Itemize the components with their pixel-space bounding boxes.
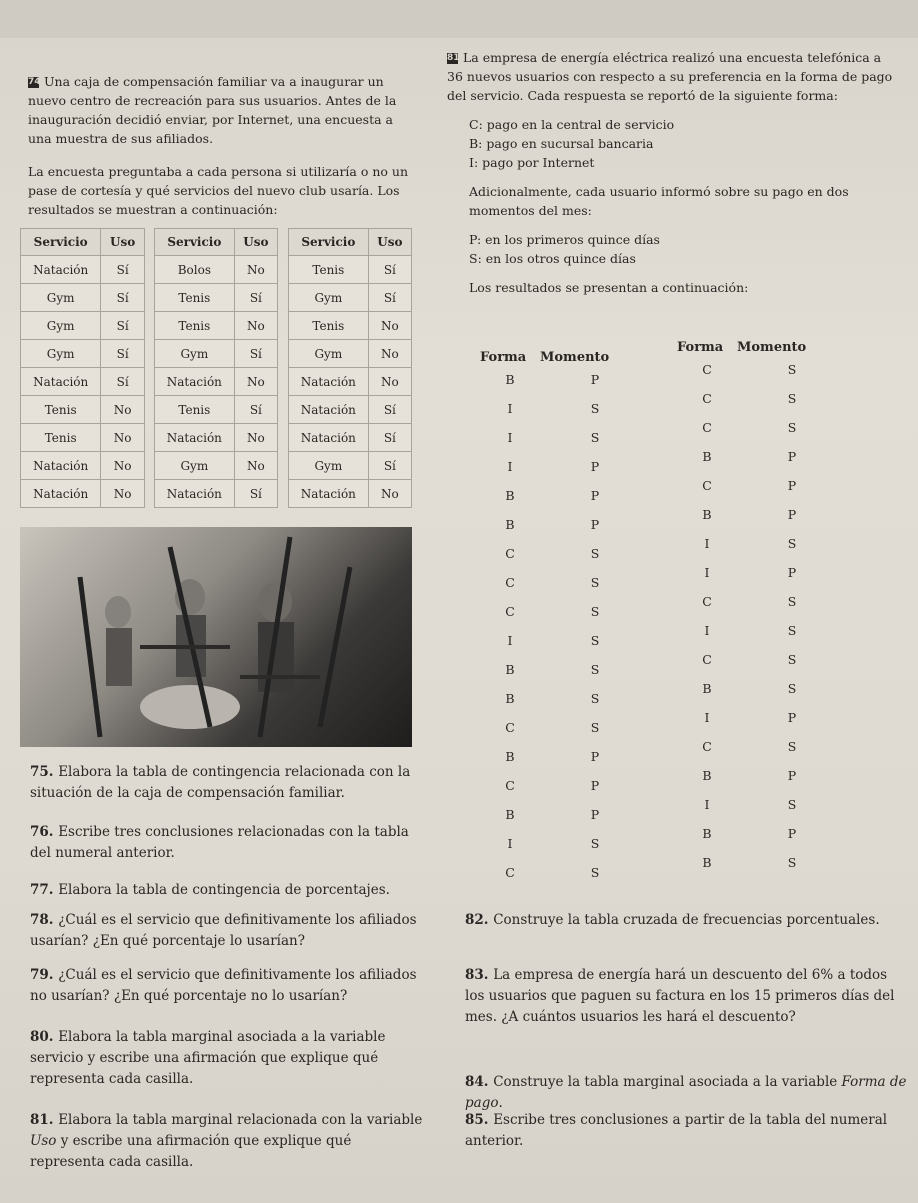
cell-uso: No <box>368 368 411 396</box>
cell-momento: S <box>787 739 797 754</box>
question-80 <box>30 1027 425 1090</box>
list-item <box>677 623 852 652</box>
cell-forma: I <box>704 536 710 551</box>
question-84 <box>465 1072 910 1114</box>
list-item <box>480 517 650 546</box>
table-row <box>289 480 412 508</box>
cell-forma: I <box>704 623 710 638</box>
cell-servicio: Natación <box>21 368 101 396</box>
cell-uso: Sí <box>368 396 411 424</box>
table-row <box>21 312 145 340</box>
table-row <box>289 452 412 480</box>
question-variable: Uso <box>30 1133 57 1149</box>
list-item <box>677 739 852 768</box>
table-row <box>289 256 412 284</box>
list-item <box>480 836 650 865</box>
cell-momento: S <box>590 720 600 735</box>
problem-marker-icon: 74 <box>28 77 41 87</box>
list-item <box>677 420 852 449</box>
cell-forma: C <box>505 575 515 590</box>
survey-table-2 <box>154 228 278 508</box>
question-number: 75. <box>30 764 59 780</box>
cell-forma: B <box>702 449 712 464</box>
cell-forma: B <box>505 517 515 532</box>
cell-uso: Sí <box>234 480 277 508</box>
cell-uso: Sí <box>234 340 277 368</box>
table-row <box>21 284 145 312</box>
cell-forma: B <box>702 855 712 870</box>
question-76 <box>30 822 425 864</box>
question-text: La empresa de energía hará un descuento del 6% a todos los usuarios que paguen su factura en los 15 primeros días del mes. ¿A cuántos usuarios les hará el descuento? <box>465 967 895 1025</box>
question-79 <box>30 965 425 1007</box>
cell-momento: S <box>787 594 797 609</box>
question-82 <box>465 910 910 931</box>
header-momento: Momento <box>737 340 807 355</box>
table-row <box>21 368 145 396</box>
list-item <box>677 681 852 710</box>
code-b: B: pago en sucursal bancaria <box>469 136 654 151</box>
header-momento: Momento <box>540 350 610 365</box>
list-item <box>677 652 852 681</box>
cell-momento: S <box>590 633 600 648</box>
cell-forma: B <box>702 826 712 841</box>
cell-uso: Sí <box>368 452 411 480</box>
list-item <box>480 488 650 517</box>
question-number: 78. <box>30 912 59 928</box>
question-83 <box>465 965 910 1028</box>
question-text: Escribe tres conclusiones relacionadas con la tabla del numeral anterior. <box>30 824 409 861</box>
cell-servicio: Natación <box>21 480 101 508</box>
cell-momento: P <box>590 488 600 503</box>
cell-servicio: Tenis <box>289 312 369 340</box>
cell-servicio: Gym <box>289 284 369 312</box>
table-row <box>155 284 278 312</box>
gym-photo <box>20 527 412 747</box>
cell-uso: No <box>234 424 277 452</box>
cell-forma: B <box>505 691 515 706</box>
cell-momento: S <box>787 420 797 435</box>
question-text: . <box>498 1095 503 1111</box>
cell-forma: C <box>702 739 712 754</box>
payment-list-2 <box>677 340 852 884</box>
header-forma: Forma <box>480 350 527 365</box>
table-row <box>155 396 278 424</box>
list-item <box>480 372 650 401</box>
question-number: 76. <box>30 824 59 840</box>
cell-uso: No <box>234 256 277 284</box>
cell-forma: I <box>507 836 513 851</box>
cell-uso: No <box>368 340 411 368</box>
cell-servicio: Tenis <box>155 312 235 340</box>
cell-forma: I <box>704 565 710 580</box>
cell-servicio: Natación <box>289 424 369 452</box>
list-item <box>480 778 650 807</box>
cell-uso: No <box>368 312 411 340</box>
question-text: Elabora la tabla de contingencia relacionada con la situación de la caja de compensación familiar. <box>30 764 411 801</box>
cell-forma: B <box>505 807 515 822</box>
cell-forma: C <box>702 362 712 377</box>
table-header-row <box>289 229 412 256</box>
cell-momento: P <box>787 478 797 493</box>
cell-momento: P <box>787 449 797 464</box>
cell-uso: No <box>101 424 145 452</box>
cell-uso: Sí <box>101 256 145 284</box>
q74-paragraph-1: Una caja de compensación familiar va a inaugurar un nuevo centro de recreación para sus usuarios. Antes de la inauguración decidió enviar, por Internet, una encuesta a una muestra de sus afiliados. <box>28 74 397 146</box>
question-number: 77. <box>30 882 59 898</box>
cell-forma: C <box>505 546 515 561</box>
list-item <box>677 826 852 855</box>
cell-momento: S <box>787 623 797 638</box>
list-item <box>480 749 650 778</box>
table-row <box>21 480 145 508</box>
list-item <box>677 797 852 826</box>
q74-paragraph-2: La encuesta preguntaba a cada persona si utilizaría o no un pase de cortesía y qué servicios del nuevo club usaría. Los resultados se muestran a continuación: <box>28 164 409 217</box>
q81-paragraph-3: Los resultados se presentan a continuación: <box>469 280 749 295</box>
cell-servicio: Gym <box>21 340 101 368</box>
list-item <box>677 594 852 623</box>
table-row <box>21 396 145 424</box>
list-item <box>480 865 650 894</box>
list-item <box>480 459 650 488</box>
header-servicio: Servicio <box>21 229 101 256</box>
cell-momento: P <box>590 807 600 822</box>
cell-forma: C <box>505 720 515 735</box>
moment-s: S: en los otros quince días <box>469 251 636 266</box>
question-text: Elabora la tabla de contingencia de porcentajes. <box>58 882 390 898</box>
q74-intro <box>28 72 410 219</box>
cell-momento: S <box>787 855 797 870</box>
cell-momento: S <box>590 662 600 677</box>
cell-servicio: Tenis <box>155 396 235 424</box>
cell-servicio: Tenis <box>155 284 235 312</box>
question-number: 84. <box>465 1074 494 1090</box>
question-text: Construye la tabla marginal asociada a la variable <box>493 1074 842 1090</box>
cell-forma: I <box>507 401 513 416</box>
cell-servicio: Natación <box>289 368 369 396</box>
list-item <box>677 536 852 565</box>
header-uso: Uso <box>234 229 277 256</box>
cell-servicio: Bolos <box>155 256 235 284</box>
cell-servicio: Natación <box>289 396 369 424</box>
cell-forma: C <box>702 594 712 609</box>
question-number: 83. <box>465 967 494 983</box>
cell-uso: No <box>234 452 277 480</box>
table-row <box>289 284 412 312</box>
cell-momento: S <box>787 652 797 667</box>
cell-momento: S <box>590 430 600 445</box>
question-text: Escribe tres conclusiones a partir de la tabla del numeral anterior. <box>465 1112 888 1149</box>
list-item <box>480 401 650 430</box>
question-85 <box>465 1110 910 1152</box>
cell-servicio: Gym <box>155 452 235 480</box>
cell-forma: I <box>704 710 710 725</box>
list-item <box>677 478 852 507</box>
question-variable: Forma de pago <box>465 1074 907 1111</box>
table-row <box>155 312 278 340</box>
cell-momento: S <box>590 691 600 706</box>
list-item <box>677 362 852 391</box>
cell-forma: C <box>505 865 515 880</box>
cell-servicio: Natación <box>289 480 369 508</box>
cell-momento: S <box>590 604 600 619</box>
cell-uso: No <box>234 312 277 340</box>
page-top-edge <box>0 0 918 38</box>
list-item <box>677 507 852 536</box>
cell-uso: Sí <box>368 284 411 312</box>
question-75 <box>30 762 425 804</box>
list-item <box>677 391 852 420</box>
cell-uso: Sí <box>368 256 411 284</box>
list-item <box>677 768 852 797</box>
table-row <box>289 340 412 368</box>
cell-forma: B <box>505 662 515 677</box>
code-c: C: pago en la central de servicio <box>469 117 675 132</box>
cell-servicio: Natación <box>155 480 235 508</box>
cell-uso: Sí <box>101 312 145 340</box>
cell-forma: C <box>702 391 712 406</box>
cell-momento: S <box>590 546 600 561</box>
question-78 <box>30 910 425 952</box>
cell-servicio: Natación <box>21 452 101 480</box>
cell-uso: No <box>368 480 411 508</box>
cell-forma: B <box>702 507 712 522</box>
cell-momento: P <box>590 778 600 793</box>
table-row <box>21 340 145 368</box>
cell-momento: P <box>590 517 600 532</box>
payment-list-1 <box>480 350 650 894</box>
cell-momento: S <box>787 362 797 377</box>
payment-rows <box>677 362 852 884</box>
table-row <box>21 256 145 284</box>
list-item <box>677 565 852 594</box>
cell-uso: Sí <box>101 368 145 396</box>
survey-table-3 <box>288 228 412 508</box>
question-77 <box>30 880 425 901</box>
cell-servicio: Natación <box>155 368 235 396</box>
list-item <box>480 633 650 662</box>
cell-servicio: Natación <box>155 424 235 452</box>
question-81 <box>30 1110 425 1173</box>
question-text: ¿Cuál es el servicio que definitivamente los afiliados no usarían? ¿En qué porcentaje no lo usarían? <box>30 967 417 1004</box>
survey-table-1 <box>20 228 145 508</box>
cell-forma: I <box>507 459 513 474</box>
list-item <box>677 855 852 884</box>
cell-forma: I <box>507 430 513 445</box>
cell-momento: P <box>787 768 797 783</box>
cell-momento: P <box>787 565 797 580</box>
question-number: 80. <box>30 1029 59 1045</box>
list-header <box>677 340 852 362</box>
cell-uso: No <box>101 396 145 424</box>
cell-forma: B <box>505 372 515 387</box>
cell-uso: Sí <box>234 396 277 424</box>
header-uso: Uso <box>368 229 411 256</box>
table-row <box>21 424 145 452</box>
table-header-row <box>155 229 278 256</box>
list-item <box>677 710 852 739</box>
cell-servicio: Gym <box>21 284 101 312</box>
question-text: Construye la tabla cruzada de frecuencias porcentuales. <box>493 912 880 928</box>
list-item <box>480 575 650 604</box>
cell-momento: S <box>590 865 600 880</box>
cell-momento: S <box>787 536 797 551</box>
cell-forma: C <box>702 420 712 435</box>
cell-forma: C <box>505 778 515 793</box>
header-forma: Forma <box>677 340 724 355</box>
cell-servicio: Gym <box>289 452 369 480</box>
table-row <box>289 396 412 424</box>
cell-servicio: Gym <box>21 312 101 340</box>
cell-forma: I <box>507 633 513 648</box>
cell-uso: Sí <box>101 284 145 312</box>
table-row <box>155 368 278 396</box>
cell-momento: P <box>590 459 600 474</box>
problem-marker-icon: 81 <box>447 53 460 63</box>
cell-servicio: Gym <box>155 340 235 368</box>
code-i: I: pago por Internet <box>469 155 595 170</box>
cell-uso: Sí <box>368 424 411 452</box>
header-servicio: Servicio <box>155 229 235 256</box>
list-item <box>480 720 650 749</box>
table-header-row <box>21 229 145 256</box>
list-header <box>480 350 650 372</box>
cell-servicio: Tenis <box>289 256 369 284</box>
table-row <box>21 452 145 480</box>
question-number: 85. <box>465 1112 494 1128</box>
cell-forma: B <box>505 488 515 503</box>
cell-forma: C <box>702 478 712 493</box>
list-item <box>480 691 650 720</box>
gym-people-illustration <box>20 527 412 747</box>
cell-momento: P <box>590 372 600 387</box>
question-text: ¿Cuál es el servicio que definitivamente los afiliados usarían? ¿En qué porcentaje lo usarían? <box>30 912 417 949</box>
cell-forma: C <box>702 652 712 667</box>
list-item <box>480 662 650 691</box>
question-text: Elabora la tabla marginal asociada a la variable servicio y escribe una afirmación que explique qué representa cada casilla. <box>30 1029 386 1087</box>
header-uso: Uso <box>101 229 145 256</box>
list-item <box>480 546 650 575</box>
cell-uso: Sí <box>234 284 277 312</box>
cell-momento: P <box>787 710 797 725</box>
list-item <box>480 430 650 459</box>
question-number: 82. <box>465 912 494 928</box>
cell-forma: B <box>505 749 515 764</box>
cell-momento: P <box>590 749 600 764</box>
cell-uso: No <box>234 368 277 396</box>
q81-paragraph-2: Adicionalmente, cada usuario informó sobre su pago en dos momentos del mes: <box>469 184 849 218</box>
cell-momento: P <box>787 826 797 841</box>
question-number: 79. <box>30 967 59 983</box>
table-row <box>289 312 412 340</box>
cell-servicio: Natación <box>21 256 101 284</box>
cell-momento: S <box>787 391 797 406</box>
cell-momento: S <box>787 797 797 812</box>
table-row <box>155 424 278 452</box>
question-text: Elabora la tabla marginal relacionada con la variable <box>58 1112 423 1128</box>
moment-p: P: en los primeros quince días <box>469 232 660 247</box>
question-number: 81. <box>30 1112 59 1128</box>
q81-intro <box>447 48 897 297</box>
cell-momento: S <box>787 681 797 696</box>
cell-momento: S <box>590 575 600 590</box>
cell-momento: S <box>590 401 600 416</box>
list-item <box>480 604 650 633</box>
payment-rows <box>480 372 650 894</box>
question-text: y escribe una afirmación que explique qué representa cada casilla. <box>30 1133 352 1170</box>
header-servicio: Servicio <box>289 229 369 256</box>
cell-forma: B <box>702 681 712 696</box>
cell-uso: No <box>101 452 145 480</box>
q81-paragraph-1: La empresa de energía eléctrica realizó una encuesta telefónica a 36 nuevos usuarios con respecto a su preferencia en la forma de pago del servicio. Cada respuesta se reportó de la siguiente forma: <box>447 50 893 103</box>
cell-momento: P <box>787 507 797 522</box>
table-row <box>155 452 278 480</box>
table-row <box>155 256 278 284</box>
cell-servicio: Tenis <box>21 424 101 452</box>
cell-forma: I <box>704 797 710 812</box>
list-item <box>480 807 650 836</box>
table-row <box>155 480 278 508</box>
list-item <box>677 449 852 478</box>
cell-forma: C <box>505 604 515 619</box>
cell-uso: No <box>101 480 145 508</box>
cell-servicio: Gym <box>289 340 369 368</box>
cell-momento: S <box>590 836 600 851</box>
cell-forma: B <box>702 768 712 783</box>
cell-servicio: Tenis <box>21 396 101 424</box>
table-row <box>289 368 412 396</box>
cell-uso: Sí <box>101 340 145 368</box>
table-row <box>155 340 278 368</box>
table-row <box>289 424 412 452</box>
